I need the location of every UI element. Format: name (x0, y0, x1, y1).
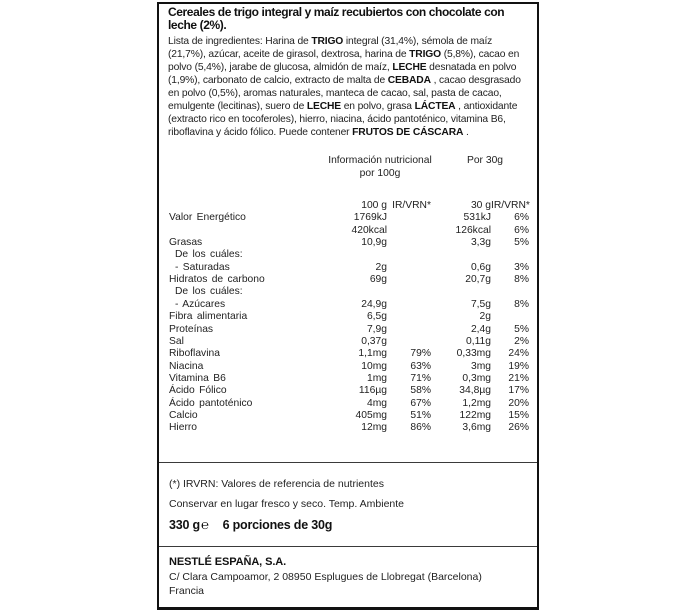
value-per-100g: 7,9g (366, 323, 387, 335)
ingredient-text: , antioxidante (extracto rico en tocoferoles), hierro, niacina, ácido pantoténico, vitamina B6, riboflavina y ácido fólico. Puede contener (168, 101, 518, 138)
nutrient-label: Hierro (169, 422, 198, 434)
nutrition-label (157, 2, 539, 610)
value-per-30g: 126kcal (455, 224, 491, 236)
header-per-100g-line2: por 100g (359, 168, 401, 179)
irvrn-per-30g: 3% (514, 261, 529, 273)
irvrn-per-30g: 6% (514, 212, 529, 224)
irvrn-per-100g (387, 336, 431, 348)
nutrient-label (169, 225, 319, 237)
nutrition-row (169, 385, 529, 397)
nutrient-label: Ácido Fólico (169, 385, 227, 397)
nutrient-label: De los cuáles: (175, 249, 243, 261)
irvrn-per-100g (387, 324, 431, 336)
irvrn-per-30g (491, 249, 529, 261)
portions-text: 6 porciones de 30g (222, 518, 333, 532)
irvrn-per-30g: 20% (508, 397, 529, 409)
value-per-100g: 10,9g (361, 237, 387, 249)
nutrition-rows (169, 212, 529, 434)
irvrn-per-100g (387, 311, 431, 323)
nutrition-row (169, 274, 529, 286)
value-per-100g (319, 249, 387, 261)
irvrn-per-30g: 8% (514, 298, 529, 310)
nutrient-label: Vitamina B6 (169, 372, 226, 384)
nutrition-row (169, 311, 529, 323)
value-per-30g: 1,2mg (462, 397, 491, 409)
header-per-100g-line1: Información nutricional (328, 155, 432, 166)
allergen-text: CEBADA (387, 75, 431, 86)
value-per-100g: 405mg (355, 409, 387, 421)
irvrn-per-30g: 19% (508, 360, 529, 372)
irvrn-per-30g: 15% (508, 409, 529, 421)
value-per-100g: 12mg (361, 422, 387, 434)
irvrn-per-100g: 51% (410, 409, 431, 421)
value-per-30g: 0,6g (470, 261, 491, 273)
nutrient-label: Grasas (169, 237, 203, 249)
column-header-irvrn100: IR/VRN* (392, 200, 431, 211)
value-per-100g: 24,9g (361, 298, 387, 310)
irvrn-per-30g: 5% (514, 323, 529, 335)
nutrition-row (169, 410, 529, 422)
nutrient-label: Proteínas (169, 323, 214, 335)
column-header-100g: 100 g (361, 200, 387, 211)
net-weight: 330 g (169, 518, 200, 532)
nutrition-table-header (169, 154, 529, 180)
irvrn-per-30g: 26% (508, 422, 529, 434)
ingredient-text: integral (31,4%), sémola de maíz (21,7%), azúcar, aceite de girasol, dextrosa, harina de (168, 36, 493, 60)
nutrition-row (169, 237, 529, 249)
value-per-100g: 6,5g (366, 311, 387, 323)
nutrition-row (169, 398, 529, 410)
value-per-100g (319, 286, 387, 298)
allergen-text: LÁCTEA (414, 101, 456, 112)
manufacturer-block (169, 555, 482, 599)
nutrition-row (169, 262, 529, 274)
value-per-30g (431, 249, 491, 261)
value-per-30g: 3,6mg (462, 422, 491, 434)
ingredient-text: desnatada en polvo (1,9%), carbonato de calcio, extracto de malta de (168, 62, 517, 86)
value-per-100g: 1,1mg (358, 348, 387, 360)
manufacturer-country: Francia (169, 585, 205, 597)
nutrient-label: Riboflavina (169, 348, 220, 360)
irvrn-per-100g: 79% (410, 348, 431, 360)
product-title: Cereales de trigo integral y maíz recubiertos con chocolate con leche (2%). (168, 5, 505, 32)
value-per-30g: 0,33mg (456, 348, 491, 360)
storage-note: Conservar en lugar fresco y seco. Temp. Ambiente (169, 498, 405, 510)
value-per-100g: 1769kJ (353, 212, 387, 224)
irvrn-per-100g (387, 225, 431, 237)
net-weight-line (169, 517, 332, 532)
value-per-30g: 20,7g (465, 274, 491, 286)
nutrient-label: - Saturadas (175, 261, 230, 273)
nutrition-row (169, 324, 529, 336)
nutrition-row (169, 212, 529, 224)
manufacturer-name: NESTLÉ ESPAÑA, S.A. (169, 556, 287, 568)
value-per-30g: 122mg (459, 409, 491, 421)
manufacturer-address: C/ Clara Campoamor, 2 08950 Esplugues de Llobregat (Barcelona) (169, 570, 482, 583)
section-divider (159, 462, 537, 463)
column-header-spacer (169, 200, 319, 212)
nutrition-row (169, 422, 529, 434)
nutrient-label: Valor Energético (169, 212, 246, 224)
allergen-text: LECHE (306, 101, 342, 112)
value-per-30g (431, 286, 491, 298)
value-per-100g: 420kcal (351, 224, 387, 236)
nutrition-row (169, 361, 529, 373)
irvrn-per-100g (387, 299, 431, 311)
value-per-30g: 0,3mg (462, 372, 491, 384)
section-divider (159, 546, 537, 547)
value-per-100g: 1mg (366, 372, 387, 384)
value-per-30g: 34,8µg (459, 385, 491, 397)
nutrition-row (169, 348, 529, 360)
nutrient-label: Hidratos de carbono (169, 274, 265, 286)
irvrn-per-30g: 8% (514, 274, 529, 286)
ingredient-text: . (463, 127, 469, 138)
irvrn-per-100g: 63% (410, 360, 431, 372)
value-per-100g: 69g (369, 274, 387, 286)
ingredient-text: (5,8%), cacao en polvo (5,4%), jarabe de glucosa, almidón de maíz, (168, 49, 520, 73)
column-header-30g: 30 g (470, 200, 491, 211)
value-per-30g: 3,3g (470, 237, 491, 249)
nutrient-label: Ácido pantoténico (169, 397, 253, 409)
allergen-text: LECHE (392, 62, 427, 73)
value-per-30g: 2g (479, 311, 491, 323)
ingredient-text: Lista de ingredientes: Harina de (168, 36, 312, 47)
nutrient-label: - Azúcares (175, 298, 226, 310)
irvrn-per-100g: 86% (410, 422, 431, 434)
value-per-30g: 7,5g (470, 298, 491, 310)
nutrition-row (169, 225, 529, 237)
value-per-30g: 3mg (470, 360, 491, 372)
nutrient-label: Calcio (169, 409, 198, 421)
value-per-100g: 0,37g (361, 335, 387, 347)
irvrn-per-100g (387, 274, 431, 286)
header-per-100g (319, 154, 441, 180)
value-per-30g: 0,11g (465, 335, 491, 347)
irvrn-per-100g (387, 237, 431, 249)
nutrient-label: Fibra alimentaria (169, 311, 248, 323)
ingredients-text (168, 35, 529, 139)
estimated-sign: ℮ (200, 517, 209, 532)
irvrn-per-30g: 21% (508, 372, 529, 384)
header-spacer (169, 154, 319, 180)
ingredient-text: en polvo, grasa (341, 101, 415, 112)
header-per-30g: Por 30g (466, 155, 504, 166)
irvrn-per-100g: 67% (410, 397, 431, 409)
irvrn-per-100g: 58% (410, 385, 431, 397)
value-per-30g: 2,4g (470, 323, 491, 335)
allergen-text: FRUTOS DE CÁSCARA (352, 127, 464, 138)
irvrn-per-30g: 24% (508, 348, 529, 360)
value-per-100g: 116µg (358, 385, 387, 397)
nutrient-label: De los cuáles: (175, 286, 243, 298)
nutrition-column-headers (169, 200, 529, 212)
nutrition-row (169, 249, 529, 261)
irvrn-per-30g: 6% (514, 224, 529, 236)
nutrition-row (169, 336, 529, 348)
irvrn-per-30g: 5% (514, 237, 529, 249)
value-per-100g: 2g (375, 261, 387, 273)
irvrn-footnote: (*) IRVRN: Valores de referencia de nutrientes (169, 478, 384, 490)
irvrn-per-30g (491, 286, 529, 298)
irvrn-per-100g (387, 249, 431, 261)
irvrn-per-100g (387, 262, 431, 274)
column-header-irvrn30: IR/VRN* (491, 200, 530, 211)
value-per-30g: 531kJ (463, 212, 491, 224)
irvrn-per-30g (491, 311, 529, 323)
irvrn-per-100g (387, 286, 431, 298)
value-per-100g: 10mg (361, 360, 387, 372)
irvrn-per-100g (387, 212, 431, 224)
irvrn-per-30g: 2% (514, 335, 529, 347)
allergen-text: TRIGO (311, 36, 344, 47)
nutrition-row (169, 286, 529, 298)
nutrition-row (169, 373, 529, 385)
allergen-text: TRIGO (409, 49, 442, 60)
ingredient-text: , cacao desgrasado en polvo (0,5%), aromas naturales, manteca de cacao, sal, pasta de cacao, emulgente (lecitinas), suero de (168, 75, 521, 112)
irvrn-per-100g: 71% (410, 372, 431, 384)
nutrient-label: Niacina (169, 360, 204, 372)
nutrition-row (169, 299, 529, 311)
value-per-100g: 4mg (366, 397, 387, 409)
nutrition-table (169, 154, 529, 435)
irvrn-per-30g: 17% (508, 385, 529, 397)
nutrient-label: Sal (169, 335, 184, 347)
